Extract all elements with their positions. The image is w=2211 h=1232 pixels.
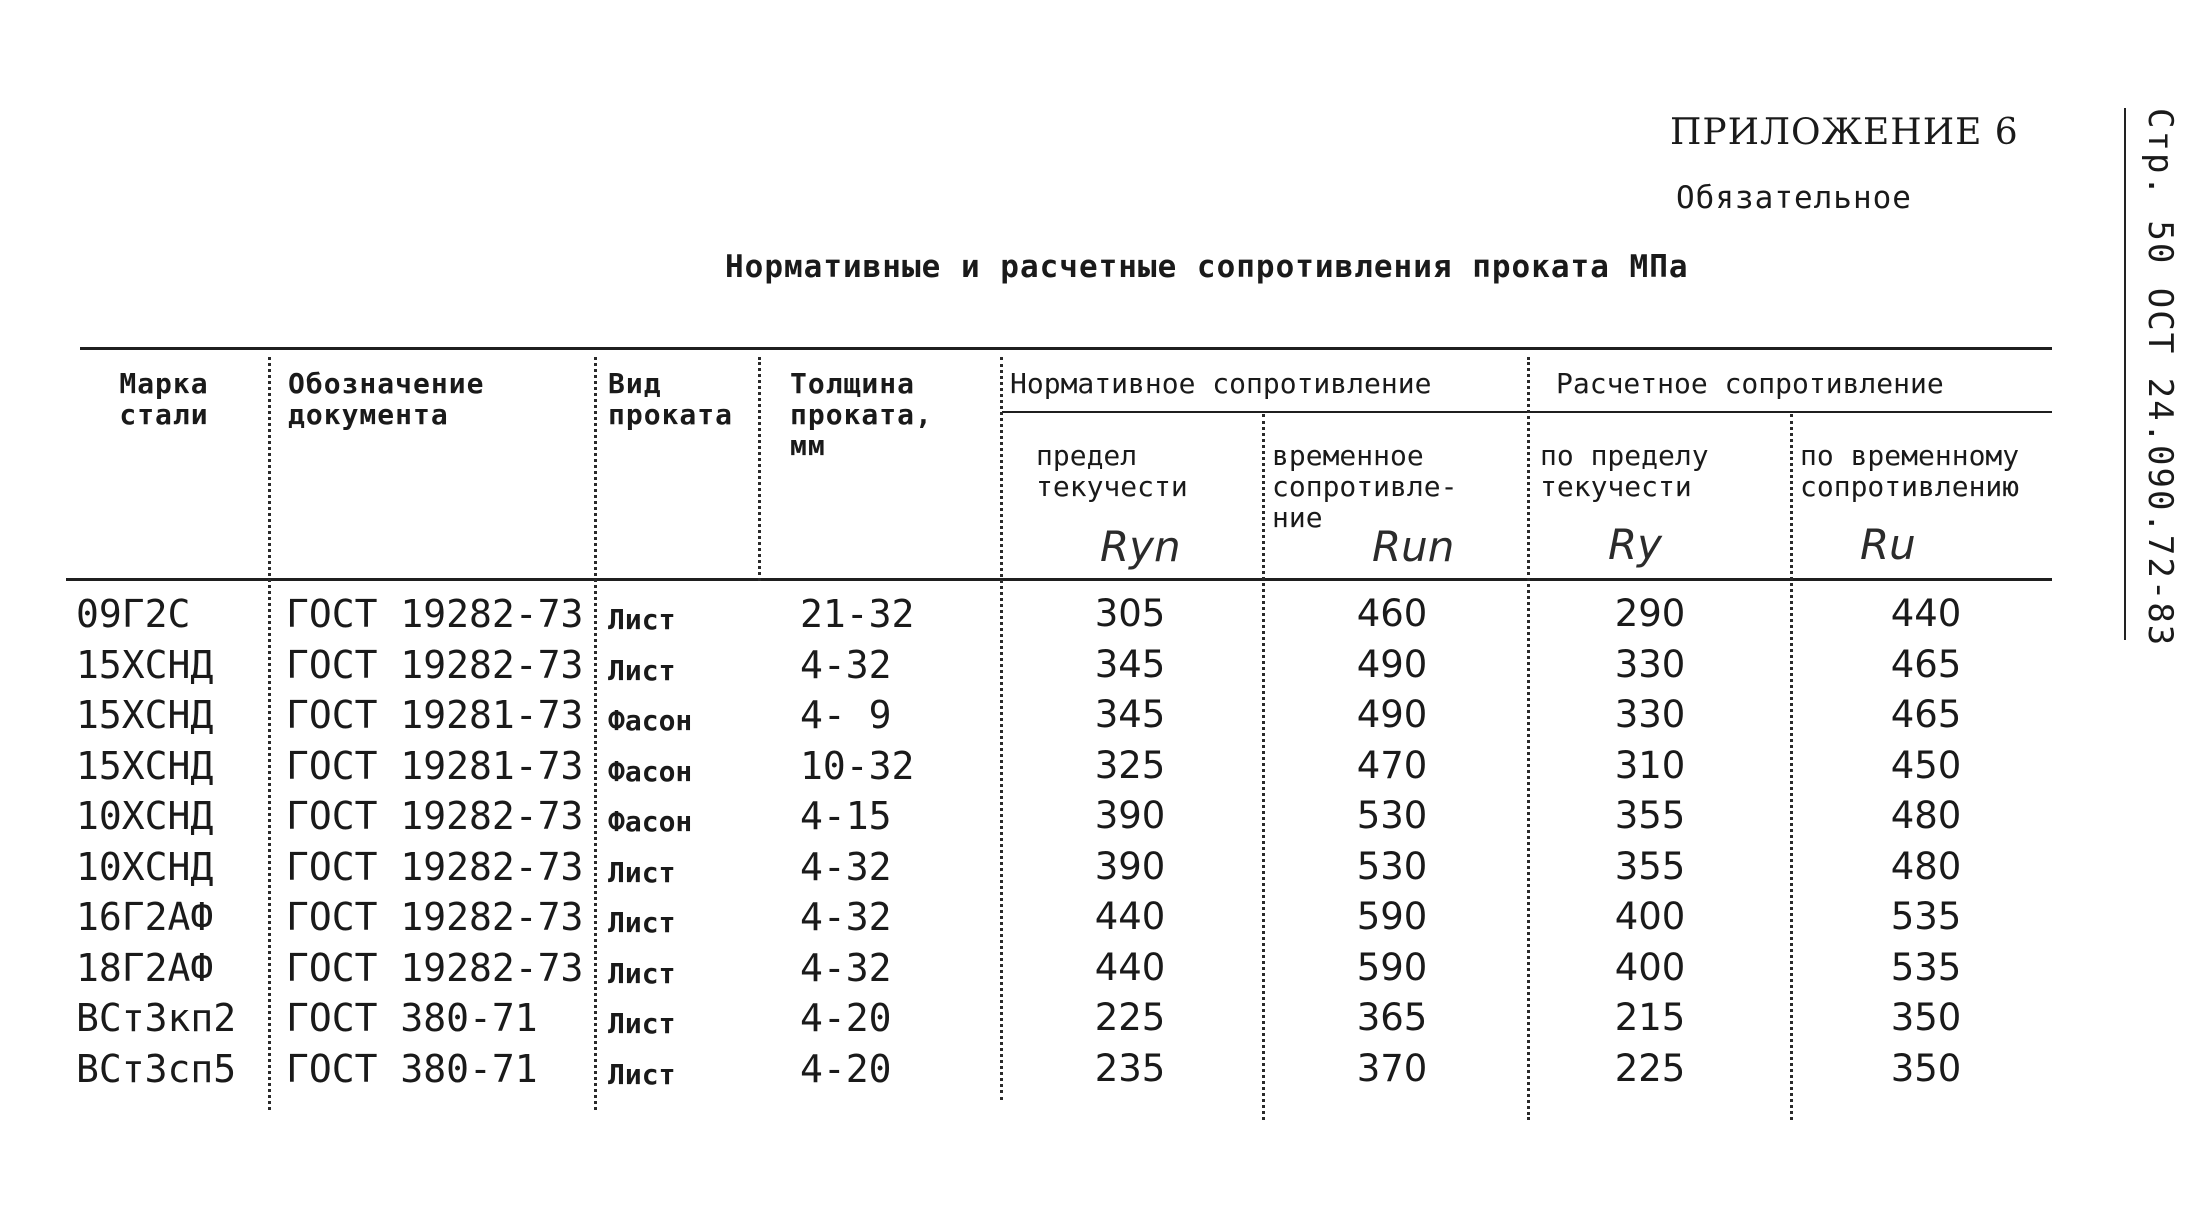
cell-ru: 350 xyxy=(1890,1046,1962,1090)
cell-thickness: 4-20 xyxy=(800,1046,892,1091)
cell-ry: 330 xyxy=(1614,693,1686,736)
cell-ryn: 345 xyxy=(1094,642,1166,686)
cell-document: ГОСТ 19282-73 xyxy=(286,592,584,636)
cell-kind: Фасон xyxy=(608,754,693,788)
column-divider xyxy=(594,357,597,1110)
cell-kind: Лист xyxy=(608,956,676,990)
mandatory-label: Обязательное xyxy=(1676,180,1912,216)
cell-ru: 440 xyxy=(1890,592,1962,635)
cell-run: 365 xyxy=(1356,996,1428,1039)
cell-grade: 09Г2С xyxy=(76,592,191,636)
cell-ry: 400 xyxy=(1614,895,1686,938)
cell-document: ГОСТ 19282-73 xyxy=(286,844,584,889)
cell-thickness: 4-32 xyxy=(800,642,892,687)
symbol-run: Run xyxy=(1372,522,1455,571)
cell-kind: Лист xyxy=(608,603,676,636)
cell-ry: 225 xyxy=(1614,1046,1686,1090)
side-stamp-text: Стр. 50 ОСТ 24.090.72-83 xyxy=(2140,108,2180,648)
cell-ry: 215 xyxy=(1614,996,1686,1039)
column-divider xyxy=(1527,357,1530,1120)
cell-thickness: 4- 9 xyxy=(800,693,892,737)
header-tensile-design: по временному сопротивлению xyxy=(1800,439,2020,503)
cell-grade: 18Г2АФ xyxy=(76,945,214,990)
cell-ry: 310 xyxy=(1614,743,1686,787)
cell-document: ГОСТ 380-71 xyxy=(286,1046,538,1091)
cell-run: 530 xyxy=(1356,794,1428,837)
header-normative-group: Нормативное сопротивление xyxy=(1010,367,1432,400)
header-thickness: Толщина проката, мм xyxy=(790,367,933,462)
cell-kind: Лист xyxy=(608,653,676,687)
cell-run: 370 xyxy=(1356,1046,1428,1090)
cell-run: 590 xyxy=(1356,945,1428,989)
cell-kind: Лист xyxy=(608,1057,676,1091)
cell-ru: 450 xyxy=(1890,743,1962,787)
header-kind: Вид проката xyxy=(608,367,734,431)
header-yield-normative: предел текучести xyxy=(1036,439,1188,503)
cell-document: ГОСТ 19282-73 xyxy=(286,642,584,687)
cell-document: ГОСТ 19282-73 xyxy=(286,794,584,838)
cell-kind: Лист xyxy=(608,855,676,889)
cell-thickness: 4-32 xyxy=(800,844,892,889)
cell-ry: 355 xyxy=(1614,794,1686,837)
cell-thickness: 4-32 xyxy=(800,945,892,990)
cell-ry: 330 xyxy=(1614,642,1686,686)
header-tensile-normative: временное сопротивле-ние xyxy=(1272,439,1458,534)
cell-run: 460 xyxy=(1356,592,1428,635)
cell-grade: 15ХСНД xyxy=(76,642,214,687)
cell-thickness: 21-32 xyxy=(800,592,915,636)
cell-document: ГОСТ 19281-73 xyxy=(286,743,584,788)
cell-run: 530 xyxy=(1356,844,1428,888)
cell-ryn: 440 xyxy=(1094,945,1166,989)
column-divider xyxy=(1000,357,1003,1100)
cell-ru: 465 xyxy=(1890,642,1962,686)
cell-grade: 10ХСНД xyxy=(76,844,214,889)
cell-thickness: 4-32 xyxy=(800,895,892,939)
cell-ryn: 235 xyxy=(1094,1046,1166,1090)
cell-grade: 16Г2АФ xyxy=(76,895,214,939)
column-divider xyxy=(268,357,271,1110)
cell-ryn: 325 xyxy=(1094,743,1166,787)
cell-ru: 465 xyxy=(1890,693,1962,736)
table-top-rule xyxy=(80,347,2052,350)
cell-kind: Лист xyxy=(608,906,676,939)
cell-grade: 15ХСНД xyxy=(76,693,214,737)
cell-thickness: 4-15 xyxy=(800,794,892,838)
appendix-label: ПРИЛОЖЕНИЕ 6 xyxy=(1670,112,2019,153)
cell-run: 470 xyxy=(1356,743,1428,787)
side-stamp xyxy=(2108,108,2188,648)
cell-grade: ВСт3сп5 xyxy=(76,1046,237,1091)
page-title: Нормативные и расчетные сопротивления проката МПа xyxy=(725,249,1689,285)
cell-ru: 535 xyxy=(1890,895,1962,938)
cell-run: 490 xyxy=(1356,642,1428,686)
symbol-ry: Ry xyxy=(1608,520,1663,569)
cell-ru: 350 xyxy=(1890,996,1962,1039)
header-grade: Марка стали xyxy=(119,367,209,431)
header-design-group: Расчетное сопротивление xyxy=(1556,367,1944,400)
cell-ry: 355 xyxy=(1614,844,1686,888)
cell-thickness: 4-20 xyxy=(800,996,892,1040)
header-document: Обозначение документа xyxy=(288,367,485,431)
cell-ryn: 390 xyxy=(1094,794,1166,837)
cell-grade: 15ХСНД xyxy=(76,743,214,788)
cell-grade: 10ХСНД xyxy=(76,794,214,838)
cell-ryn: 345 xyxy=(1094,693,1166,736)
cell-ry: 400 xyxy=(1614,945,1686,989)
symbol-ru: Ru xyxy=(1860,520,1916,569)
cell-kind: Фасон xyxy=(608,805,693,838)
header-yield-design: по пределу текучести xyxy=(1540,439,1709,503)
cell-grade: ВСт3кп2 xyxy=(76,996,237,1040)
cell-ru: 480 xyxy=(1890,794,1962,837)
cell-document: ГОСТ 19282-73 xyxy=(286,945,584,990)
cell-document: ГОСТ 19282-73 xyxy=(286,895,584,939)
cell-ryn: 305 xyxy=(1094,592,1166,635)
column-divider xyxy=(1790,414,1793,1120)
cell-thickness: 10-32 xyxy=(800,743,915,788)
cell-ru: 480 xyxy=(1890,844,1962,888)
cell-document: ГОСТ 19281-73 xyxy=(286,693,584,737)
cell-run: 490 xyxy=(1356,693,1428,736)
cell-kind: Фасон xyxy=(608,704,693,737)
cell-ryn: 440 xyxy=(1094,895,1166,938)
cell-kind: Лист xyxy=(608,1007,676,1040)
symbol-ryn: Ryn xyxy=(1100,522,1181,571)
cell-ry: 290 xyxy=(1614,592,1686,635)
cell-ryn: 390 xyxy=(1094,844,1166,888)
side-stamp-rule xyxy=(2124,108,2126,640)
column-divider xyxy=(758,357,761,581)
cell-document: ГОСТ 380-71 xyxy=(286,996,538,1040)
cell-ru: 535 xyxy=(1890,945,1962,989)
cell-run: 590 xyxy=(1356,895,1428,938)
column-divider xyxy=(1262,414,1265,1120)
table-header-bottom-rule xyxy=(66,578,2052,581)
cell-ryn: 225 xyxy=(1094,996,1166,1039)
